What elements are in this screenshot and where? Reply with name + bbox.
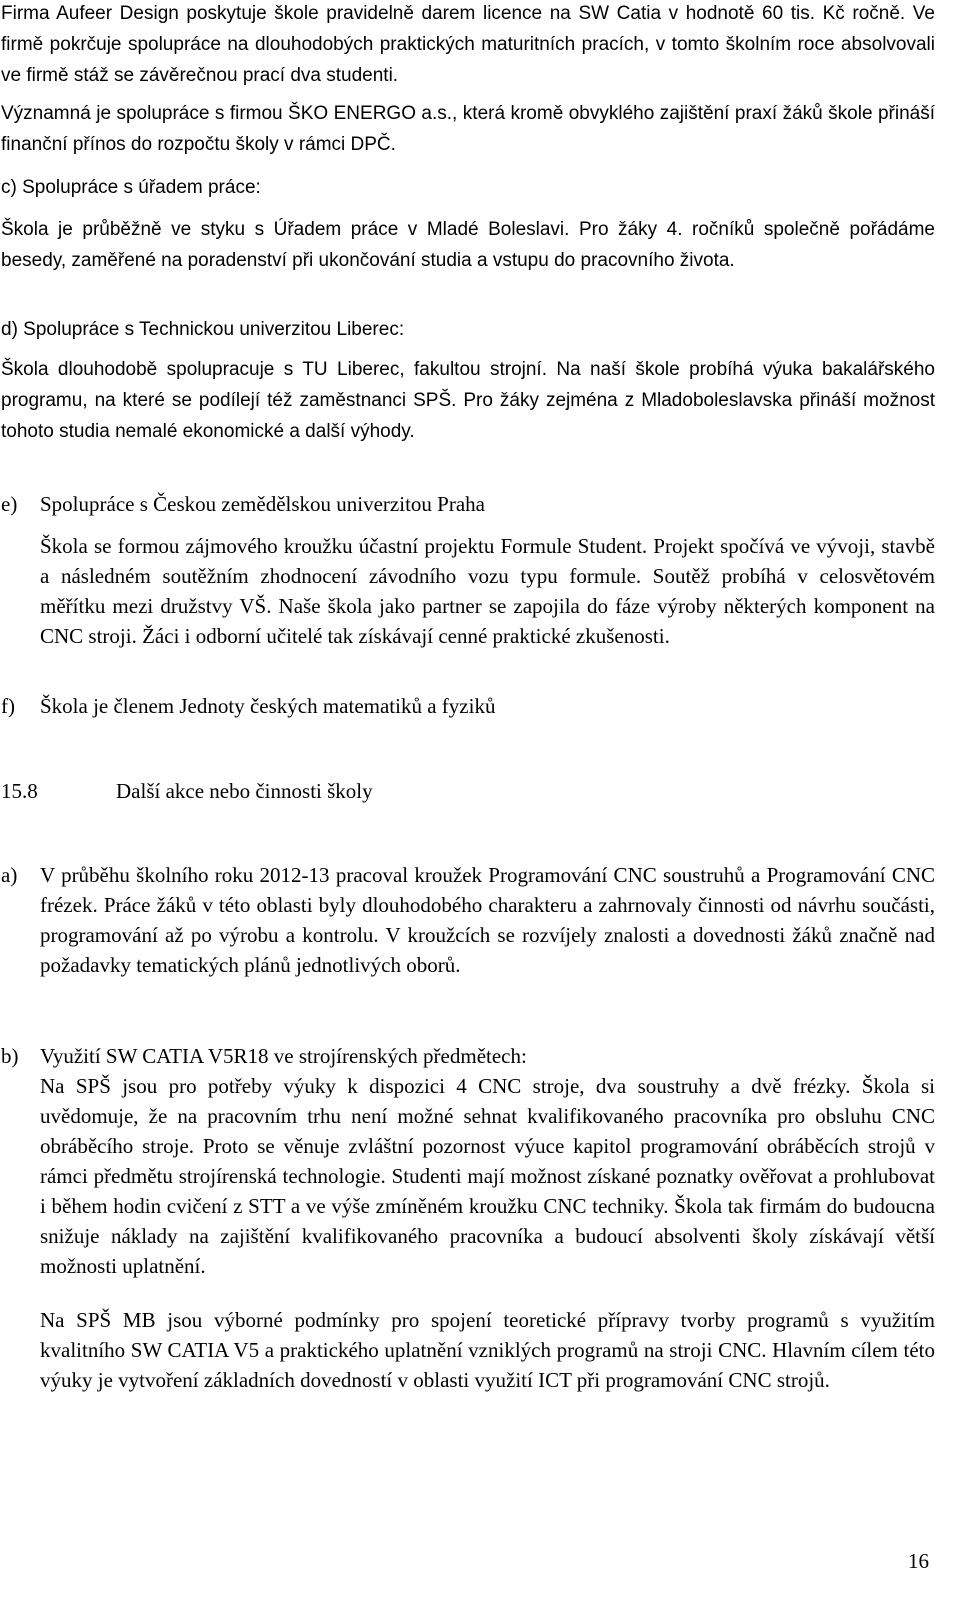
section-d-heading: d) Spolupráce s Technickou univerzitou Liberec: [1,319,405,340]
item-a-label: a) [1,863,18,887]
section-f-text: Škola je členem Jednoty českých matematiků a fyziků [40,694,496,718]
section-e-heading: Spolupráce s Českou zemědělskou univerzitou Praha [40,492,485,516]
page-number: 16 [908,1549,929,1573]
intro-paragraph-1: Firma Aufeer Design poskytuje škole pravidelně darem licence na SW Catia v hodnotě 60 tis. Kč ročně. Ve firmě pokrčuje spolupráce na dlouhodobých praktických maturitních pracích, v tomto školním roce absolvovali ve firmě stáž se závěrečnou prací dva studenti. [1,3,935,86]
item-b-paragraph-1: Na SPŠ jsou pro potřeby výuky k dispozici 4 CNC stroje, dva soustruhy a dvě frézky. Škola si uvědomuje, že na pracovním trhu není možné sehnat kvalifikovaného pracovníka pro obsluhu CNC obráběcího stroje. Proto se věnuje zvláštní pozornost výuce kapitol programování obráběcích strojů v rámci předmětu strojírenská technologie. Studenti mají možnost získané poznatky ověřovat a prohlubovat i během hodin cvičení z STT a ve výše zmíněném kroužku CNC techniky. Škola tak firmám do budoucna snižuje náklady na zajištění kvalifikovaného pracovníka a budoucí absolventi školy získávají větší možnosti uplatnění. [40,1074,935,1278]
section-c-heading: c) Spolupráce s úřadem práce: [1,177,261,198]
item-b-label: b) [1,1044,19,1068]
section-f-label: f) [1,694,15,718]
section-c-body: Škola je průběžně ve styku s Úřadem práce v Mladé Boleslavi. Pro žáky 4. ročníků společně pořádáme besedy, zaměřené na poradenství při ukončování studia a vstupu do pracovního života. [1,219,935,271]
section-e-label: e) [1,492,18,516]
item-b-heading: Využití SW CATIA V5R18 ve strojírenských předmětech: [40,1044,527,1068]
item-b-paragraph-2: Na SPŠ MB jsou výborné podmínky pro spojení teoretické přípravy tvorby programů s využitím kvalitního SW CATIA V5 a praktického uplatnění vzniklých programů na stroji CNC. Hlavním cílem této výuky je vytvoření základních dovedností v oblasti využití ICT při programování CNC strojů. [40,1308,935,1392]
item-a-text: V průběhu školního roku 2012-13 pracoval kroužek Programování CNC soustruhů a Programování CNC frézek. Práce žáků v této oblasti byly dlouhodobého charakteru a zahrnovaly činnosti od návrhu součásti, programování až po výrobu a kontrolu. V kroužcích se rozvíjely znalosti a dovednosti žáků značně nad požadavky tematických plánů jednotlivých oborů. [40,863,935,977]
intro-paragraph-2: Významná je spolupráce s firmou ŠKO ENERGO a.s., která kromě obvyklého zajištění praxí žáků škole přináší finanční přínos do rozpočtu školy v rámci DPČ. [1,103,935,155]
chapter-number: 15.8 [1,779,38,803]
section-e-body: Škola se formou zájmového kroužku účastní projektu Formule Student. Projekt spočívá ve vývoji, stavbě a následném soutěžním zhodnocení závodního vozu typu formule. Soutěž probíhá v celosvětovém měřítku mezi družstvy VŠ. Naše škola jako partner se zapojila do fáze výroby některých komponent na CNC stroji. Žáci i odborní učitelé tak získávají cenné praktické zkušenosti. [40,534,935,648]
section-d-body: Škola dlouhodobě spolupracuje s TU Liberec, fakultou strojní. Na naší škole probíhá výuka bakalářského programu, na které se podílejí též zaměstnanci SPŠ. Pro žáky zejména z Mladoboleslavska přináší možnost tohoto studia nemalé ekonomické a další výhody. [1,359,935,442]
chapter-title: Další akce nebo činnosti školy [116,779,373,803]
